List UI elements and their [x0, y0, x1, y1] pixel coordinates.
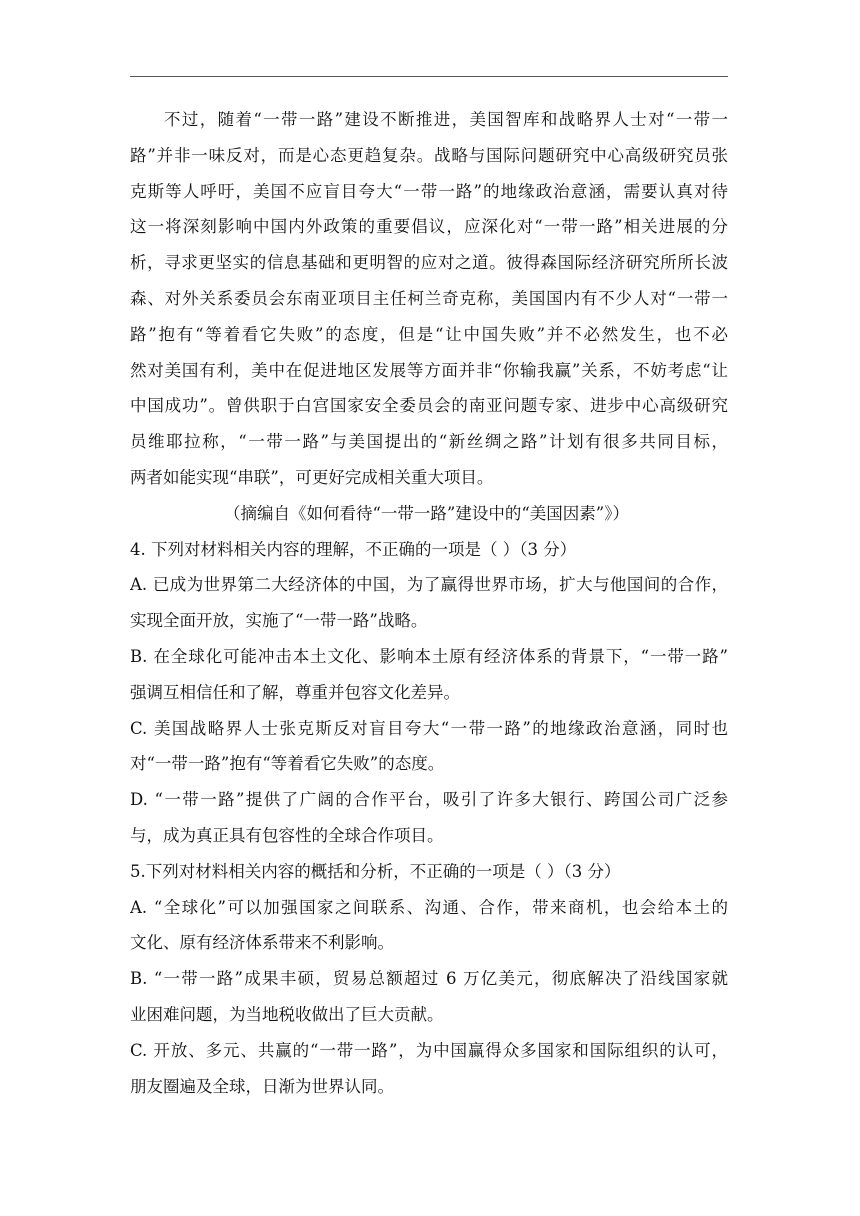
passage-line: 路”抱有“等着看它失败”的态度，但是“让中国失败”并不必然发生，也不必: [130, 324, 728, 344]
passage-line: 员维耶拉称，“一带一路”与美国提出的“新丝绸之路”计划有很多共同目标，: [130, 432, 728, 452]
passage-paragraph: [130, 102, 728, 496]
option-d: [130, 782, 728, 854]
option-line: 文化、原有经济体系带来不利影响。: [130, 933, 394, 953]
question-stem: 4. 下列对材料相关内容的理解，不正确的一项是（ ）（3 分）: [130, 539, 577, 559]
passage-line: 路”并非一味反对，而是心态更趋复杂。战略与国际问题研究中心高级研究员张: [130, 145, 728, 165]
option-line: 与，成为真正具有包容性的全球合作项目。: [130, 825, 444, 845]
header-rule: [130, 76, 728, 77]
option-line: A. 已成为世界第二大经济体的中国，为了赢得世界市场，扩大与他国间的合作，: [130, 575, 728, 595]
option-line: C. 美国战略界人士张克斯反对盲目夸大“一带一路”的地缘政治意涵，同时也: [130, 718, 728, 738]
option-line: C. 开放、多元、共赢的“一带一路”，为中国赢得众多国家和国际组织的认可，: [130, 1040, 728, 1060]
option-a: [130, 890, 728, 962]
passage-line: 两者如能实现“串联”，可更好完成相关重大项目。: [130, 467, 494, 487]
option-line: 朋友圈遍及全球，日渐为世界认同。: [130, 1076, 394, 1096]
passage-line: 这一将深刻影响中国内外政策的重要倡议，应深化对“一带一路”相关进展的分: [130, 217, 728, 237]
passage-line: 森、对外关系委员会东南亚项目主任柯兰奇克称，美国国内有不少人对“一带一: [130, 288, 728, 308]
option-b: [130, 961, 728, 1033]
option-c: [130, 1033, 728, 1105]
option-c: [130, 711, 728, 783]
option-line: 实现全面开放，实施了“一带一路”战略。: [130, 611, 428, 631]
passage-line: 中国成功”。曾供职于白宫国家安全委员会的南亚问题专家、进步中心高级研究: [130, 396, 728, 416]
document-body: [130, 102, 728, 1104]
option-line: A. “全球化”可以加强国家之间联系、沟通、合作，带来商机，也会给本土的: [130, 897, 728, 917]
option-line: 对“一带一路”抱有“等着看它失败”的态度。: [130, 754, 445, 774]
passage-line: 克斯等人呼吁，美国不应盲目夸大“一带一路”的地缘政治意涵，需要认真对待: [130, 181, 728, 201]
option-line: D. “一带一路”提供了广阔的合作平台，吸引了许多大银行、跨国公司广泛参: [130, 790, 728, 810]
option-line: 强调互相信任和了解，尊重并包容文化差异。: [130, 682, 460, 702]
question-4: [130, 532, 728, 854]
question-5: [130, 854, 728, 1105]
question-stem: 5.下列对材料相关内容的概括和分析，不正确的一项是（ ）（3 分）: [130, 861, 621, 881]
passage-source: （摘编自《如何看待“一带一路”建设中的“美国因素”》）: [224, 503, 629, 523]
passage-line: 不过，随着“一带一路”建设不断推进，美国智库和战略界人士对“一带一: [164, 110, 728, 129]
passage-line: 然对美国有利，美中在促进地区发展等方面并非“你输我赢”关系，不妨考虑“让: [130, 360, 728, 380]
option-line: B. “一带一路”成果丰硕，贸易总额超过 6 万亿美元，彻底解决了沿线国家就: [130, 969, 728, 989]
option-line: 业困难问题，为当地税收做出了巨大贡献。: [130, 1004, 444, 1024]
option-a: [130, 567, 728, 639]
passage-line: 析，寻求更坚实的信息基础和更明智的应对之道。彼得森国际经济研究所所长波: [130, 253, 728, 273]
option-line: B. 在全球化可能冲击本土文化、影响本土原有经济体系的背景下，“一带一路”: [130, 646, 728, 666]
option-b: [130, 639, 728, 711]
